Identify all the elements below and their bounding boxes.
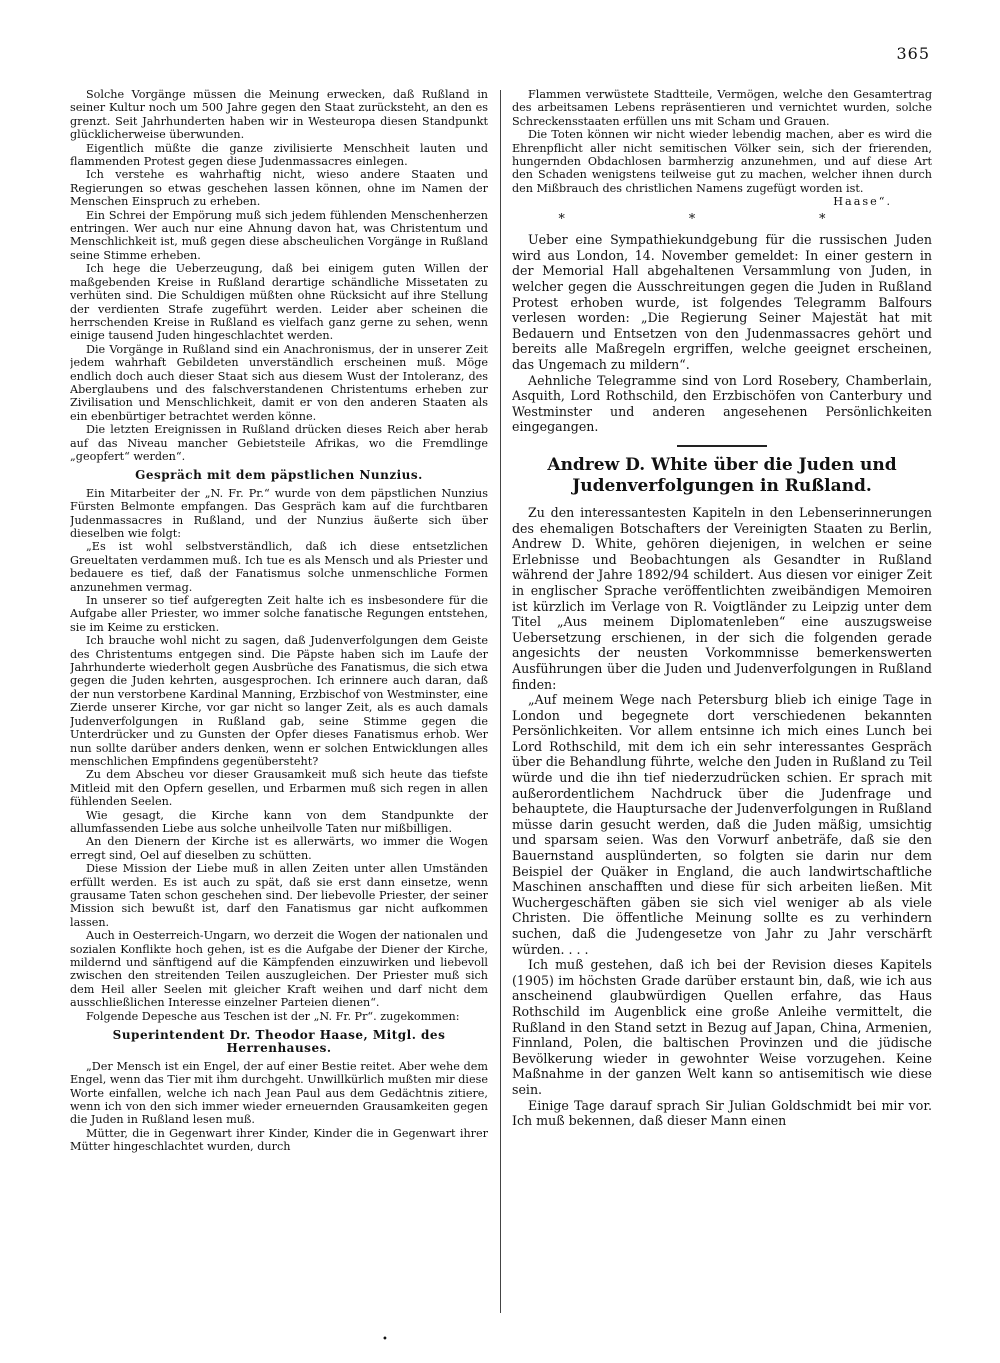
paragraph: Einige Tage darauf sprach Sir Julian Goldschmidt bei mir vor. Ich muß bekennen, daß dieser Mann einen [512, 1097, 932, 1129]
paragraph: Wie gesagt, die Kirche kann von dem Standpunkte der allumfassenden Liebe aus solche unheilvolle Taten nur mißbilligen. [70, 808, 488, 835]
paragraph: Aehnliche Telegramme sind von Lord Rosebery, Chamberlain, Asquith, Lord Rothschild, den Erzbischöfen von Canterbury und Westminster und anderen angesehenen Persönlichkeiten eingegangen. [512, 372, 932, 435]
paragraph: „Auf meinem Wege nach Petersburg blieb ich einige Tage in London und begegnete dort verschiedenen bekannten Persönlichkeiten. Vor allem entsinne ich mich eines Lunch bei Lord Rothschild, mit dem ich ein sehr interessantes Gespräch über die Behandlung führte, welche den Juden in Rußland zu Teil würde und die ihn tief niederzudrücken schien. Er sprach mit außerordentlichem Nachdruck über die Judenfrage und behauptete, die Hauptursache der Judenverfolgungen in Rußland müsse darin gesucht werden, daß die Juden mäßig, umsichtig und sparsam seien. Was den Vorwurf anbeträfe, daß sie den Bauernstand ausplünderten, so folgten sie darin nur dem Beispiel der Quäker in England, die auch landwirtschaftliche Maschinen anschafften und diese für sich arbeiten ließen. Mit Wuchergeschäften gäben sie sich viel weniger ab als viele Christen. Die öffentliche Meinung sollte es zu verhindern suchen, daß die Judengesetze von Jahr zu Jahr verschärft würden. . . . [512, 692, 932, 957]
paragraph: „Es ist wohl selbstverständlich, daß ich diese entsetzlichen Greueltaten verdammen muß. Ich tue es als Mensch und als Priester und bedauere es tief, daß der Fanatismus solche unmenschliche Formen anzunehmen vermag. [70, 540, 488, 594]
paragraph: Flammen verwüstete Stadtteile, Vermögen, welche den Gesamtertrag des arbeitsamen Lebens repräsentieren und vernichtet wurden, solche Schreckensstaaten erfüllen uns mit Scham und Grauen. [512, 88, 932, 128]
paragraph: Diese Mission der Liebe muß in allen Zeiten unter allen Umständen erfüllt werden. Es ist auch zu spät, daß sie erst dann einsetze, wenn grausame Taten schon geschehen sind. Der liebevolle Priester, der seiner Mission sich bewußt ist, darf den Fanatismus gar nicht aufkommen lassen. [70, 862, 488, 929]
paragraph: Die Toten können wir nicht wieder lebendig machen, aber es wird die Ehrenpflicht aller nicht semitischen Völker sein, sich der frierenden, hungernden Obdachlosen barmherzig anzunehmen, und auf diese Art den Schaden wenigstens teilweise gut zu machen, welcher ihnen durch den Mißbrauch des christlichen Namens zugefügt worden ist. [512, 128, 932, 195]
paragraph: Die Vorgänge in Rußland sind ein Anachronismus, der in unserer Zeit jedem wahrhaft Gebildeten unverständlich erscheinen muß. Möge endlich doch auch dieser Staat sich aus diesem Wust der Intoleranz, des Aberglaubens und des falschverstandenen Christentums erheben zur Zivilisation und Menschlichkeit, damit er von den anderen Staaten als ein ebenbürtiger betrachtet werden könne. [70, 342, 488, 423]
paragraph: Auch in Oesterreich-Ungarn, wo derzeit die Wogen der nationalen und sozialen Konflikte hoch gehen, ist es die Aufgabe der Diener der Kirche, mildernd und sänftigend auf die Kämpfenden einzuwirken und liebevoll zwischen den streitenden Teilen auszugleichen. Der Priester muß sich dem Heil aller Seelen mit gleicher Kraft weihen und darf nicht dem ausschließlichen Interesse einzelner Parteien dienen“. [70, 929, 488, 1010]
paragraph: Die letzten Ereignissen in Rußland drücken dieses Reich aber herab auf das Niveau mancher Gebietsteile Afrikas, wo die Fremdlinge „geopfert“ werden“. [70, 423, 488, 463]
paragraph: Eigentlich müßte die ganze zivilisierte Menschheit lauten und flammenden Protest gegen diese Judenmassacres einlegen. [70, 141, 488, 169]
section-rule [677, 445, 767, 447]
page-number: 365 [896, 44, 930, 63]
paragraph: Ich verstehe es wahrhaftig nicht, wieso andere Staaten und Regierungen so etwas geschehen lassen können, ohne im Namen der Menschen Einspruch zu erheben. [70, 168, 488, 209]
paragraph: Ueber eine Sympathiekundgebung für die russischen Juden wird aus London, 14. November gemeldet: In einer gestern in der Memorial Hall abgehaltenen Versammlung von Juden, in welcher gegen die Ausschreitungen gegen die Juden in Rußland Protest erhoben wurde, ist folgendes Telegramm Balfours verlesen worden: „Die Regierung Seiner Majestät hat mit Bedauern und Entsetzen von den Judenmassacres gehört und bereits alle Maßregeln ergriffen, welche geeignet erscheinen, das Ungemach zu mildern“. [512, 232, 932, 372]
footer-mark: • [382, 1334, 388, 1345]
paragraph: „Der Mensch ist ein Engel, der auf einer Bestie reitet. Aber wehe dem Engel, wenn das Tier mit ihm durchgeht. Unwillkürlich mußten mir diese Worte einfallen, welche ich nach Jean Paul aus dem Gedächtnis zitiere, wenn ich von den sich immer wieder erneuernden Grausamkeiten gegen die Juden in Rußland lesen muß. [70, 1059, 488, 1127]
signature: Haase“. [833, 195, 892, 209]
paragraph: Folgende Depesche aus Teschen ist der „N. Fr. Pr“. zugekommen: [86, 1009, 460, 1023]
article-heading-white: Andrew D. White über die Juden und Judenverfolgungen in Rußland. [547, 454, 897, 496]
column-divider [500, 90, 501, 1313]
paragraph: Ich hege die Ueberzeugung, daß bei einigem guten Willen der maßgebenden Kreise in Rußland derartige schändliche Missetaten zu verhüten sind. Die Schuldigen müßten ohne Rücksicht auf ihre Stellung der verdienten Strafe zugeführt werden. Leider aber scheinen die herrschenden Kreise in Rußland es vielfach ganz gerne zu sehen, wenn einige tausend Juden hingeschlachtet werden. [70, 262, 488, 343]
paragraph: Ein Schrei der Empörung muß sich jedem fühlenden Menschenherzen entringen. Wer auch nur eine Ahnung davon hat, was Christentum und Menschlichkeit ist, muß gegen diese abscheulichen Vorgänge in Rußland seine Stimme erheben. [70, 208, 488, 262]
paragraph: Zu den interessantesten Kapiteln in den Lebenserinnerungen des ehemaligen Botschafters der Vereinigten Staaten zu Berlin, Andrew D. White, gehören diejenigen, in welchen er seine Erlebnisse und Beobachtungen als Gesandter in Rußland während der Jahre 1892/94 schildert. Aus diesen vor einiger Zeit in englischer Sprache veröffentlichten zweibändigen Memoiren ist kürzlich im Verlage von R. Voigtländer zu Leipzig unter dem Titel „Aus meinem Diplomatenleben“ eine auszugsweise Uebersetzung erschienen, in der sich die folgenden gerade angesichts der neusten Vorkommnisse bemerkenswerten Ausführungen über die Juden und Judenverfolgungen in Rußland finden: [512, 504, 932, 692]
paragraph: Solche Vorgänge müssen die Meinung erwecken, daß Rußland in seiner Kultur noch um 500 Jahre gegen den Staat zurücksteht, an den es grenzt. Seit Jahrhunderten haben wir in Westeuropa diesen Standpunkt glücklicherweise überwunden. [70, 88, 488, 142]
left-column [70, 88, 488, 1323]
paragraph: Ein Mitarbeiter der „N. Fr. Pr.“ wurde von dem päpstlichen Nunzius Fürsten Belmonte empfangen. Das Gespräch kam auf die furchtbaren Judenmassacres in Rußland, und der Nunzius äußerte sich über dieselben wie folgt: [70, 486, 488, 540]
paragraph: Zu dem Abscheu vor dieser Grausamkeit muß sich heute das tiefste Mitleid mit den Opfern gesellen, und Erbarmen muß sich regen in allen fühlenden Seelen. [70, 768, 488, 809]
section-separator-stars: * * * [558, 210, 886, 226]
right-column [512, 88, 932, 1323]
paragraph: An den Dienern der Kirche ist es allerwärts, wo immer die Wogen erregt sind, Oel auf dieselben zu schütten. [70, 835, 488, 862]
paragraph: Mütter, die in Gegenwart ihrer Kinder, Kinder die in Gegenwart ihrer Mütter hingeschlachtet wurden, durch [70, 1126, 488, 1154]
section-heading-haase: Superintendent Dr. Theodor Haase, Mitgl. des Herrenhauses. [112, 1028, 446, 1056]
paragraph: In unserer so tief aufgeregten Zeit halte ich es insbesondere für die Aufgabe aller Priester, wo immer solche fanatische Regungen entstehen, sie im Keime zu ersticken. [70, 594, 488, 634]
section-heading-nunzius: Gespräch mit dem päpstlichen Nunzius. [135, 468, 423, 483]
paragraph: Ich muß gestehen, daß ich bei der Revision dieses Kapitels (1905) im höchsten Grade darüber erstaunt bin, daß, wie ich aus anscheinend glaubwürdigen Quellen erfahre, das Haus Rothschild im Augenblick eine große Anleihe vermittelt, die Rußland in den Stand setzt in Bezug auf Japan, China, Armenien, Finnland, Polen, die baltischen Provinzen und die jüdische Bevölkerung wieder in gewohnter Weise vorzugehen. Keine Maßnahme in der ganzen Welt kann so antisemitisch wie diese sein. [512, 957, 932, 1097]
paragraph: Ich brauche wohl nicht zu sagen, daß Judenverfolgungen dem Geiste des Christentums entgegen sind. Die Päpste haben sich im Laufe der Jahrhunderte wiederholt gegen Ausbrüche des Fanatismus, die sich etwa gegen die Juden kehrten, ausgesprochen. Ich erinnere auch daran, daß der nun verstorbene Kardinal Manning, Erzbischof von Westminster, eine Zierde unserer Kirche, vor gar nicht so langer Zeit, als es auch damals Judenverfolgungen in Rußland gab, seine Stimme gegen die Unterdrücker und zu Gunsten der Opfer dieses Fanatismus erhob. Wer nun sollte darüber anders denken, wenn er solchen Entwicklungen alles menschlichen Empfindens gegenübersteht? [70, 634, 488, 768]
